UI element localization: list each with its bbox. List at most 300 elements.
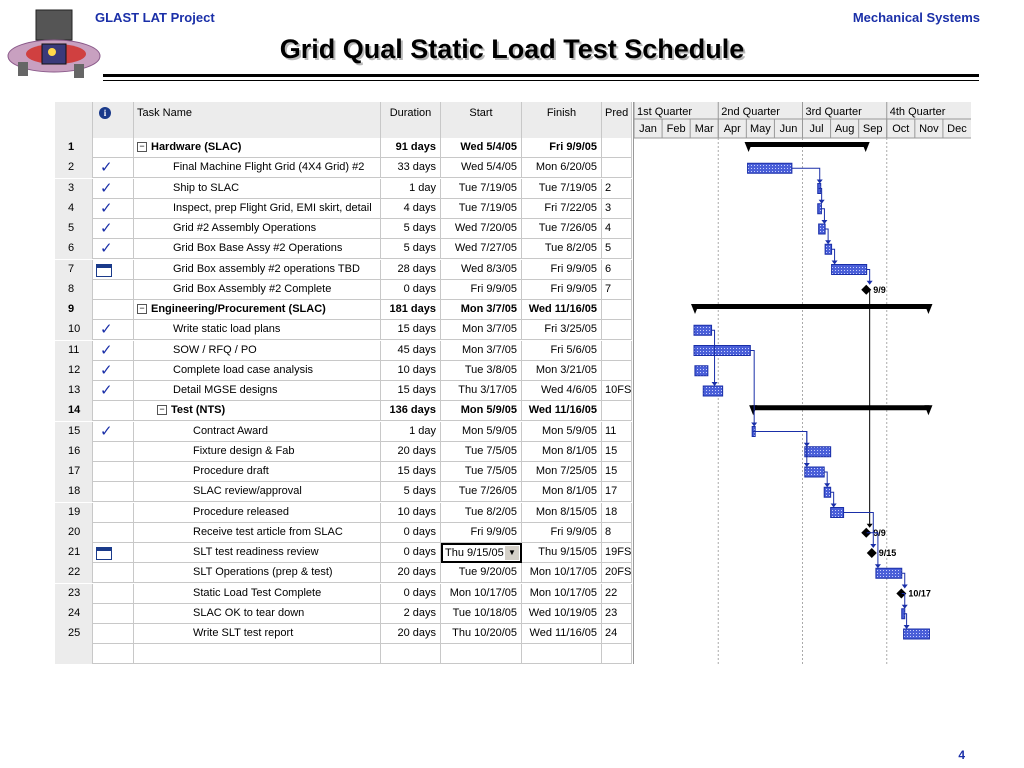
- task-bar: [825, 244, 831, 254]
- row-number[interactable]: 23: [55, 584, 93, 604]
- dependency-link: [753, 432, 807, 446]
- task-name: SOW / RFQ / PO: [173, 343, 257, 356]
- start-cell[interactable]: Tue 7/5/05: [441, 462, 522, 482]
- duration-cell[interactable]: 0 days: [381, 523, 441, 543]
- task-name-cell[interactable]: [134, 563, 381, 583]
- indicator-cell: [93, 503, 134, 523]
- dependency-link: [792, 168, 820, 182]
- table-row[interactable]: [55, 280, 632, 300]
- table-row[interactable]: [55, 543, 632, 563]
- empty-cell[interactable]: [522, 644, 602, 664]
- dependency-link: [844, 513, 874, 548]
- table-row[interactable]: [55, 563, 632, 583]
- check-icon: ✓: [100, 382, 113, 399]
- predecessors-cell[interactable]: 20FS: [602, 563, 632, 583]
- month-label: Oct: [892, 123, 910, 135]
- start-cell[interactable]: Fri 9/9/05: [441, 523, 522, 543]
- indicator-cell: [93, 381, 134, 401]
- dependency-arrow: [875, 564, 881, 568]
- row-number[interactable]: 6: [55, 239, 93, 259]
- task-name-cell[interactable]: [134, 239, 381, 259]
- row-number[interactable]: 25: [55, 624, 93, 644]
- predecessors-cell[interactable]: 23: [602, 604, 632, 624]
- start-cell[interactable]: Thu 3/17/05: [441, 381, 522, 401]
- duration-cell[interactable]: 181 days: [381, 300, 441, 320]
- start-cell[interactable]: Tue 7/26/05: [441, 482, 522, 502]
- task-name-cell[interactable]: [134, 523, 381, 543]
- start-cell[interactable]: Mon 5/9/05: [441, 422, 522, 442]
- row-number[interactable]: 18: [55, 482, 93, 502]
- table-row[interactable]: [55, 624, 632, 644]
- empty-cell[interactable]: [441, 644, 522, 664]
- indicator-cell: [93, 563, 134, 583]
- row-number[interactable]: 11: [55, 341, 93, 361]
- start-header[interactable]: Start: [441, 102, 522, 138]
- predecessors-cell[interactable]: 5: [602, 239, 632, 259]
- task-name: Grid Box assembly #2 operations TBD: [173, 262, 360, 275]
- table-row[interactable]: [55, 219, 632, 239]
- task-name-cell[interactable]: [134, 442, 381, 462]
- dependency-arrow: [819, 200, 825, 204]
- duration-cell[interactable]: 45 days: [381, 341, 441, 361]
- duration-cell[interactable]: 15 days: [381, 381, 441, 401]
- task-name-cell[interactable]: [134, 543, 381, 563]
- start-cell[interactable]: Mon 3/7/05: [441, 341, 522, 361]
- finish-cell[interactable]: Fri 5/6/05: [522, 341, 602, 361]
- task-name-cell[interactable]: [134, 320, 381, 340]
- milestone-label: 9/9: [873, 284, 886, 295]
- task-name-cell[interactable]: [134, 158, 381, 178]
- predecessors-cell[interactable]: [602, 341, 632, 361]
- info-icon: i: [99, 107, 111, 119]
- month-label: Mar: [694, 123, 714, 135]
- task-name: Write SLT test report: [193, 627, 294, 639]
- table-row[interactable]: [55, 300, 632, 320]
- month-label: Jan: [639, 123, 657, 135]
- task-name: Receive test article from SLAC: [193, 525, 343, 538]
- duration-cell[interactable]: 91 days: [381, 138, 441, 158]
- indicator-cell: [93, 462, 134, 482]
- indicators-header[interactable]: [93, 102, 134, 138]
- row-number[interactable]: 4: [55, 199, 93, 219]
- finish-cell[interactable]: Mon 10/17/05: [522, 563, 602, 583]
- predecessors-cell[interactable]: 17: [602, 482, 632, 502]
- indicator-cell: [93, 442, 134, 462]
- dependency-arrow: [821, 220, 827, 224]
- duration-cell[interactable]: 10 days: [381, 361, 441, 381]
- start-cell[interactable]: Wed 8/3/05: [441, 260, 522, 280]
- start-cell[interactable]: Tue 8/2/05: [441, 503, 522, 523]
- duration-cell[interactable]: 1 day: [381, 422, 441, 442]
- dependency-arrow: [904, 625, 910, 629]
- row-number[interactable]: 9: [55, 300, 93, 320]
- task-name: SLT test readiness review: [193, 546, 319, 558]
- finish-cell[interactable]: Mon 10/17/05: [522, 584, 602, 604]
- task-name-cell[interactable]: [134, 179, 381, 199]
- finish-cell[interactable]: Fri 9/9/05: [522, 523, 602, 543]
- row-number[interactable]: 1: [55, 138, 93, 158]
- summary-bar: [752, 405, 929, 410]
- dependency-arrow: [712, 382, 718, 386]
- duration-cell[interactable]: 0 days: [381, 584, 441, 604]
- row-number-header[interactable]: [55, 102, 93, 138]
- collapse-toggle-icon[interactable]: −: [137, 142, 147, 152]
- row-number[interactable]: 24: [55, 604, 93, 624]
- collapse-toggle-icon[interactable]: −: [137, 304, 147, 314]
- dependency-arrow: [832, 261, 838, 265]
- quarter-label: 4th Quarter: [889, 106, 946, 118]
- section-name: Mechanical Systems: [852, 10, 980, 25]
- predecessors-cell[interactable]: [602, 158, 632, 178]
- task-name-cell[interactable]: [134, 462, 381, 482]
- finish-cell[interactable]: Thu 9/15/05: [522, 543, 602, 563]
- start-cell[interactable]: Mon 10/17/05: [441, 584, 522, 604]
- task-name-cell[interactable]: [134, 138, 381, 158]
- task-name: Ship to SLAC: [173, 181, 240, 194]
- indicator-cell: [93, 260, 134, 280]
- task-bar: [824, 487, 830, 497]
- task-name-cell[interactable]: [134, 604, 381, 624]
- start-cell[interactable]: Tue 3/8/05: [441, 361, 522, 381]
- indicator-cell: [93, 158, 134, 178]
- task-name: Detail MGSE designs: [173, 384, 278, 396]
- row-number[interactable]: 20: [55, 523, 93, 543]
- duration-cell[interactable]: 5 days: [381, 239, 441, 259]
- predecessors-cell[interactable]: 2: [602, 179, 632, 199]
- indicator-cell: [93, 320, 134, 340]
- task-table: [55, 102, 632, 664]
- check-icon: ✓: [100, 179, 113, 197]
- duration-cell[interactable]: 15 days: [381, 320, 441, 340]
- row-number[interactable]: 3: [55, 179, 93, 199]
- table-row[interactable]: [55, 482, 632, 502]
- task-name: Write static load plans: [173, 323, 281, 336]
- row-number[interactable]: 5: [55, 219, 93, 239]
- predecessors-cell[interactable]: 11: [602, 422, 632, 442]
- task-name-cell[interactable]: [134, 260, 381, 280]
- task-name: Inspect, prep Flight Grid, EMI skirt, detail: [173, 201, 372, 214]
- task-name: Test (NTS): [171, 404, 226, 417]
- check-icon: ✓: [100, 422, 113, 440]
- predecessors-cell[interactable]: 8: [602, 523, 632, 543]
- row-number[interactable]: 13: [55, 381, 93, 401]
- predecessors-cell[interactable]: 3: [602, 199, 632, 219]
- summary-bar: [694, 304, 929, 309]
- finish-cell[interactable]: Tue 7/19/05: [522, 179, 602, 199]
- task-name-cell[interactable]: [134, 503, 381, 523]
- predecessors-cell[interactable]: [602, 138, 632, 158]
- finish-cell[interactable]: Wed 11/16/05: [522, 300, 602, 320]
- row-number[interactable]: 2: [55, 158, 93, 178]
- duration-cell[interactable]: 15 days: [381, 462, 441, 482]
- check-icon: ✓: [100, 240, 113, 258]
- empty-cell[interactable]: [602, 644, 632, 664]
- duration-cell[interactable]: 136 days: [381, 401, 441, 421]
- predecessors-cell[interactable]: 15: [602, 442, 632, 462]
- task-name-cell[interactable]: [134, 401, 381, 421]
- task-bar: [876, 568, 902, 578]
- row-number[interactable]: 17: [55, 462, 93, 482]
- predecessors-cell[interactable]: [602, 320, 632, 340]
- task-name: Complete load case analysis: [173, 363, 314, 376]
- dependency-link: [753, 432, 807, 467]
- month-label: Nov: [919, 123, 939, 135]
- dependency-arrow: [867, 281, 873, 285]
- duration-cell[interactable]: 5 days: [381, 219, 441, 239]
- finish-cell[interactable]: Mon 6/20/05: [522, 158, 602, 178]
- milestone-label: 9/15: [878, 548, 897, 558]
- finish-cell[interactable]: Fri 9/9/05: [522, 280, 602, 300]
- task-name-cell[interactable]: [134, 482, 381, 502]
- task-name-cell[interactable]: [134, 199, 381, 219]
- table-row[interactable]: [55, 260, 632, 280]
- table-row[interactable]: [55, 138, 632, 158]
- table-row[interactable]: [55, 584, 632, 604]
- table-row[interactable]: [55, 158, 632, 178]
- task-bar: [805, 447, 831, 457]
- table-row[interactable]: [55, 381, 632, 401]
- quarter-label: 2nd Quarter: [721, 106, 780, 118]
- task-name: SLAC review/approval: [193, 485, 302, 498]
- check-icon: ✓: [100, 341, 113, 359]
- finish-cell[interactable]: Fri 3/25/05: [522, 320, 602, 340]
- start-cell[interactable]: Wed 5/4/05: [441, 158, 522, 178]
- indicator-cell: [93, 401, 134, 421]
- row-number[interactable]: 10: [55, 320, 93, 340]
- duration-cell[interactable]: 33 days: [381, 158, 441, 178]
- table-row[interactable]: [55, 341, 632, 361]
- task-name-cell[interactable]: [134, 280, 381, 300]
- start-cell[interactable]: Mon 5/9/05: [441, 401, 522, 421]
- table-row[interactable]: [55, 361, 632, 381]
- finish-cell[interactable]: Fri 7/22/05: [522, 199, 602, 219]
- dependency-arrow: [902, 605, 908, 609]
- finish-cell[interactable]: Wed 10/19/05: [522, 604, 602, 624]
- row-number[interactable]: 14: [55, 401, 93, 421]
- finish-cell[interactable]: Wed 11/16/05: [522, 401, 602, 421]
- predecessors-cell[interactable]: 19FS: [602, 543, 632, 563]
- finish-cell[interactable]: Wed 11/16/05: [522, 624, 602, 644]
- gantt-chart-svg: [634, 102, 971, 664]
- milestone-label: 10/17: [908, 588, 931, 599]
- collapse-toggle-icon[interactable]: −: [157, 405, 167, 415]
- finish-cell[interactable]: Mon 5/9/05: [522, 422, 602, 442]
- month-label: Jul: [809, 123, 824, 135]
- table-row[interactable]: [55, 320, 632, 340]
- duration-cell[interactable]: 20 days: [381, 563, 441, 583]
- table-row[interactable]: [55, 462, 632, 482]
- dependency-arrow: [824, 483, 830, 487]
- table-row[interactable]: [55, 199, 632, 219]
- finish-cell[interactable]: Mon 8/1/05: [522, 482, 602, 502]
- predecessors-cell[interactable]: 22: [602, 584, 632, 604]
- start-cell[interactable]: Mon 3/7/05: [441, 300, 522, 320]
- indicator-cell: [93, 523, 134, 543]
- indicator-cell: [93, 179, 134, 199]
- finish-header[interactable]: Finish: [522, 102, 602, 138]
- month-label: Apr: [723, 123, 741, 135]
- check-icon: ✓: [100, 159, 113, 177]
- start-date-value: Thu 9/15/05: [445, 547, 504, 559]
- page-number: 4: [958, 748, 965, 762]
- start-cell[interactable]: Fri 9/9/05: [441, 280, 522, 300]
- start-cell[interactable]: Mon 3/7/05: [441, 320, 522, 340]
- month-label: Dec: [947, 123, 967, 135]
- start-cell[interactable]: Tue 7/19/05: [441, 199, 522, 219]
- dependency-arrow: [751, 423, 757, 427]
- indicator-cell: [93, 300, 134, 320]
- duration-header[interactable]: Duration: [381, 102, 441, 138]
- task-name-cell[interactable]: [134, 381, 381, 401]
- row-number[interactable]: 7: [55, 260, 93, 280]
- predecessors-cell[interactable]: 6: [602, 260, 632, 280]
- row-number[interactable]: 19: [55, 503, 93, 523]
- month-label: Sep: [862, 123, 883, 135]
- empty-cell[interactable]: [381, 644, 441, 664]
- start-cell[interactable]: Tue 7/5/05: [441, 442, 522, 462]
- empty-row[interactable]: [55, 644, 632, 664]
- project-name: GLAST LAT Project: [95, 10, 215, 25]
- finish-cell[interactable]: Tue 7/26/05: [522, 219, 602, 239]
- task-bar: [694, 325, 712, 335]
- quarter-label: 1st Quarter: [637, 106, 693, 118]
- predecessors-cell[interactable]: 10FS: [602, 381, 632, 401]
- task-bar: [695, 366, 708, 376]
- indicator-cell: [93, 361, 134, 381]
- predecessors-cell[interactable]: [602, 361, 632, 381]
- row-number[interactable]: 21: [55, 543, 93, 563]
- start-cell[interactable]: Thu 10/20/05: [441, 624, 522, 644]
- table-row[interactable]: [55, 604, 632, 624]
- duration-cell[interactable]: 20 days: [381, 624, 441, 644]
- dependency-arrow: [804, 463, 810, 467]
- table-row[interactable]: [55, 401, 632, 421]
- empty-cell[interactable]: [134, 644, 381, 664]
- row-number[interactable]: 15: [55, 422, 93, 442]
- row-number[interactable]: 8: [55, 280, 93, 300]
- task-name: Grid Box Assembly #2 Complete: [173, 282, 332, 295]
- task-bar: [904, 629, 930, 639]
- task-name: Final Machine Flight Grid (4X4 Grid) #2: [173, 161, 365, 174]
- row-number[interactable]: 16: [55, 442, 93, 462]
- dependency-link: [750, 351, 754, 426]
- task-name-cell[interactable]: [134, 584, 381, 604]
- milestone-diamond: [867, 548, 877, 558]
- task-name: Grid Box Base Assy #2 Operations: [173, 242, 343, 255]
- duration-cell[interactable]: 5 days: [381, 482, 441, 502]
- finish-cell[interactable]: Mon 8/15/05: [522, 503, 602, 523]
- task-name-header[interactable]: Task Name: [134, 102, 381, 138]
- task-name-cell[interactable]: [134, 624, 381, 644]
- indicator-cell: [93, 239, 134, 259]
- duration-cell[interactable]: 20 days: [381, 442, 441, 462]
- row-number[interactable]: 22: [55, 563, 93, 583]
- duration-cell[interactable]: 4 days: [381, 199, 441, 219]
- row-number[interactable]: 12: [55, 361, 93, 381]
- table-row[interactable]: [55, 422, 632, 442]
- indicator-cell: [93, 341, 134, 361]
- finish-cell[interactable]: Tue 8/2/05: [522, 239, 602, 259]
- table-row[interactable]: [55, 503, 632, 523]
- predecessors-cell[interactable]: [602, 401, 632, 421]
- finish-cell[interactable]: Wed 4/6/05: [522, 381, 602, 401]
- empty-cell[interactable]: [93, 644, 134, 664]
- indicator-cell: [93, 219, 134, 239]
- title-rule-thin: [103, 80, 979, 81]
- table-row[interactable]: [55, 179, 632, 199]
- finish-cell[interactable]: Mon 7/25/05: [522, 462, 602, 482]
- start-cell[interactable]: Tue 9/20/05: [441, 563, 522, 583]
- start-cell[interactable]: Wed 7/20/05: [441, 219, 522, 239]
- month-label: Jun: [779, 123, 798, 135]
- finish-cell[interactable]: Mon 3/21/05: [522, 361, 602, 381]
- task-name-cell[interactable]: [134, 219, 381, 239]
- predecessors-cell[interactable]: 18: [602, 503, 632, 523]
- start-date-dropdown[interactable]: [441, 543, 522, 563]
- task-name: SLAC OK to tear down: [193, 606, 305, 619]
- task-bar: [832, 265, 867, 275]
- task-name-cell[interactable]: [134, 300, 381, 320]
- table-row[interactable]: [55, 442, 632, 462]
- indicator-cell: [93, 624, 134, 644]
- table-row[interactable]: [55, 239, 632, 259]
- dependency-arrow: [902, 585, 908, 589]
- task-name-cell[interactable]: [134, 341, 381, 361]
- start-cell[interactable]: Tue 7/19/05: [441, 179, 522, 199]
- predecessors-cell[interactable]: 4: [602, 219, 632, 239]
- empty-cell[interactable]: [55, 644, 93, 664]
- duration-cell[interactable]: 2 days: [381, 604, 441, 624]
- task-name-cell[interactable]: [134, 361, 381, 381]
- predecessors-cell[interactable]: 24: [602, 624, 632, 644]
- duration-cell[interactable]: 28 days: [381, 260, 441, 280]
- task-bar: [748, 163, 792, 173]
- start-cell[interactable]: Wed 5/4/05: [441, 138, 522, 158]
- dropdown-arrow-icon[interactable]: ▼: [505, 546, 519, 560]
- month-label: May: [749, 123, 771, 135]
- predecessors-cell[interactable]: 15: [602, 462, 632, 482]
- check-icon: ✓: [100, 361, 113, 379]
- indicator-cell: [93, 482, 134, 502]
- finish-cell[interactable]: Fri 9/9/05: [522, 138, 602, 158]
- start-cell[interactable]: Tue 10/18/05: [441, 604, 522, 624]
- predecessors-header[interactable]: Pred: [602, 102, 632, 138]
- task-name: Grid #2 Assembly Operations: [173, 222, 317, 234]
- task-bar: [805, 467, 824, 477]
- task-name: Procedure released: [193, 505, 290, 518]
- table-row[interactable]: [55, 523, 632, 543]
- start-cell[interactable]: Wed 7/27/05: [441, 239, 522, 259]
- dependency-arrow: [825, 240, 831, 244]
- calendar-icon: [96, 547, 112, 560]
- task-name: Static Load Test Complete: [193, 586, 322, 599]
- finish-cell[interactable]: Mon 8/1/05: [522, 442, 602, 462]
- task-name-cell[interactable]: [134, 422, 381, 442]
- month-label: Aug: [834, 123, 855, 135]
- finish-cell[interactable]: Fri 9/9/05: [522, 260, 602, 280]
- dependency-arrow: [870, 544, 876, 548]
- page-title: Grid Qual Static Load Test Schedule: [279, 34, 745, 64]
- duration-cell[interactable]: 0 days: [381, 280, 441, 300]
- duration-cell[interactable]: 0 days: [381, 543, 441, 563]
- predecessors-cell[interactable]: 7: [602, 280, 632, 300]
- title-rule: [103, 74, 979, 77]
- predecessors-cell[interactable]: [602, 300, 632, 320]
- duration-cell[interactable]: 10 days: [381, 503, 441, 523]
- dependency-arrow: [817, 180, 823, 184]
- check-icon: ✓: [100, 220, 113, 237]
- duration-cell[interactable]: 1 day: [381, 179, 441, 199]
